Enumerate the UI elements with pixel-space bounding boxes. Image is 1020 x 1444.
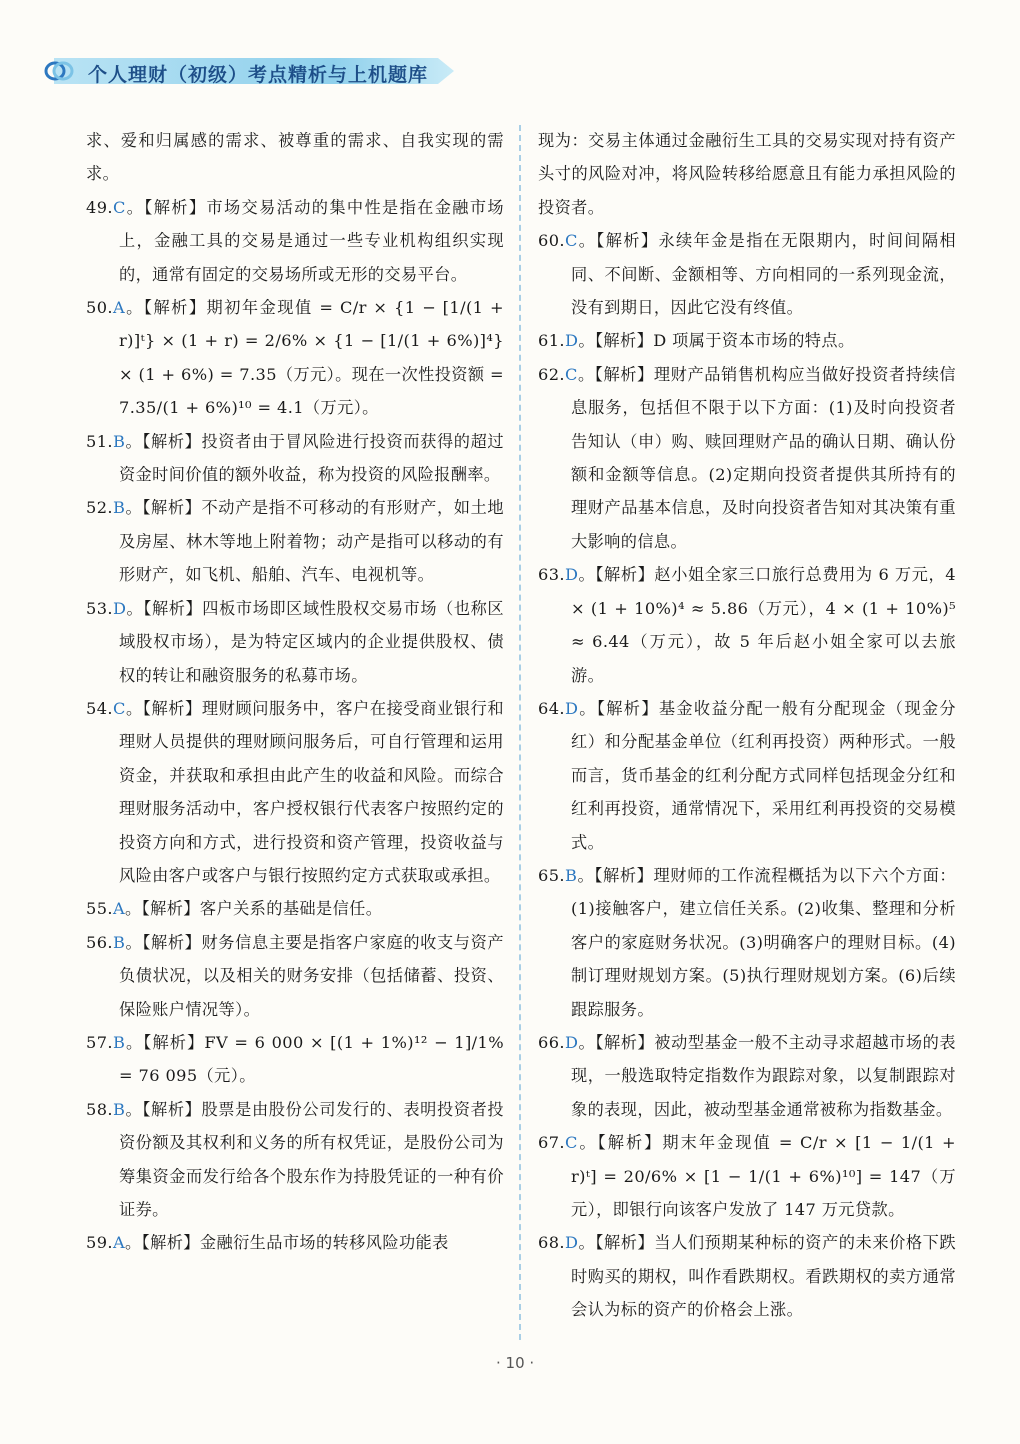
answer-item — [86, 692, 504, 892]
explanation-text: 基金收益分配一般有分配现金（现金分红）和分配基金单位（红利再投资）两种形式。一般而言，货币基金的红利分配方式同样包括现金分红和红利再投资，通常情况下，采用红利再投资的交易模式。 — [571, 698, 956, 852]
explanation-text: D 项属于资本市场的特点。 — [653, 331, 855, 351]
explanation-tag: 。【解析】 — [125, 899, 200, 919]
answer-item — [538, 324, 956, 357]
explanation-text: 四板市场即区域性股权交易市场（也称区域股权市场），是为特定区域内的企业提供股权、债权的转让和融资服务的私募市场。 — [119, 598, 505, 685]
question-number: 60. — [538, 231, 565, 251]
answer-list-right — [538, 224, 956, 1326]
answer-item — [538, 692, 956, 859]
answer-item — [86, 291, 504, 425]
answer-letter: B — [564, 865, 578, 885]
answer-letter: C — [112, 698, 126, 718]
explanation-tag: 。【解析】 — [125, 431, 202, 451]
explanation-text: 当人们预期某种标的资产的未来价格下跌时购买的期权，叫作看跌期权。看跌期权的卖方通常会认为标的资产的价格会上涨。 — [571, 1233, 957, 1320]
explanation-text: 期末年金现值 = C/r × [1 − 1/(1 + r)ᵗ] = 20/6% × [1 − 1/(1 + 6%)¹⁰] = 147（万元），即银行向该客户发放了 147 万元贷款。 — [571, 1133, 957, 1219]
answer-item — [86, 1093, 504, 1227]
question-number: 56. — [86, 932, 113, 952]
answer-item — [86, 191, 504, 291]
question-number: 61. — [538, 331, 565, 351]
explanation-tag: 。【解析】 — [577, 865, 654, 885]
answer-letter: C — [564, 364, 578, 384]
continuation-text: 求、爱和归属感的需求、被尊重的需求、自我实现的需求。 — [86, 131, 504, 184]
explanation-text: 理财顾问服务中，客户在接受商业银行和理财人员提供的理财顾问服务后，可自行管理和运用资金，并获取和承担由此产生的收益和风险。而综合理财服务活动中，客户授权银行代表客户按照约定的投资方向和方式，进行投资和资产管理，投资收益与风险由客户或客户与银行按照约定方式获取或承担。 — [119, 698, 505, 885]
page-number: · 10 · — [496, 1354, 535, 1372]
answer-letter: D — [564, 1032, 579, 1052]
question-number: 57. — [86, 1032, 113, 1052]
explanation-tag: 。【解析】 — [577, 1133, 663, 1153]
explanation-text: 理财师的工作流程概括为以下六个方面：(1)接触客户，建立信任关系。(2)收集、整理和分析客户的家庭财务状况。(3)明确客户的理财目标。(4)制订理财规划方案。(5)执行理财规划方案。(6)后续跟踪服务。 — [571, 865, 956, 1019]
question-number: 55. — [86, 899, 113, 919]
question-number: 64. — [538, 698, 565, 718]
answer-item — [86, 926, 504, 1026]
answer-item — [86, 1026, 504, 1093]
header-title: 个人理财（初级）考点精析与上机题库 — [88, 64, 429, 86]
answer-item — [86, 491, 504, 591]
explanation-tag: 。【解析】 — [125, 698, 202, 718]
answer-letter: B — [112, 932, 126, 952]
answer-letter: C — [564, 231, 578, 251]
explanation-text: 赵小姐全家三口旅行总费用为 6 万元，4 × (1 + 10%)⁴ ≈ 5.86（万元），4 × (1 + 10%)⁵ ≈ 6.44（万元），故 5 年后赵小姐全家可以去旅游。 — [571, 565, 957, 685]
answer-item — [86, 1226, 504, 1259]
answer-letter: D — [112, 598, 127, 618]
continuation-text: 现为：交易主体通过金融衍生工具的交易实现对持有资产头寸的风险对冲，将风险转移给愿意且有能力承担风险的投资者。 — [538, 131, 956, 217]
explanation-text: 财务信息主要是指客户家庭的收支与资产负债状况，以及相关的财务安排（包括储蓄、投资、保险账户情况等）。 — [119, 932, 504, 1019]
answer-item — [538, 1126, 956, 1226]
explanation-text: FV = 6 000 × [(1 + 1%)¹² − 1]/1% = 76 095（元）。 — [119, 1032, 504, 1086]
explanation-text: 不动产是指不可移动的有形财产，如土地及房屋、林木等地上附着物；动产是指可以移动的有形财产，如飞机、船舶、汽车、电视机等。 — [119, 498, 504, 585]
answer-item — [538, 224, 956, 324]
explanation-tag: 。【解析】 — [125, 298, 207, 318]
question-number: 63. — [538, 565, 565, 585]
explanation-tag: 。【解析】 — [125, 1233, 200, 1253]
answer-letter: D — [564, 1233, 579, 1253]
answer-letter: D — [564, 698, 579, 718]
explanation-text: 期初年金现值 = C/r × {1 − [1/(1 + r)]ᵗ} × (1 + r) = 2/6% × {1 − [1/(1 + 6%)]⁴} × (1 + 6%) = 7.35（万元）。现在一次性投资额 = 7.35/(1 + 6%)¹⁰ = 4.1（万元）。 — [119, 298, 504, 418]
explanation-tag: 。【解析】 — [577, 364, 654, 384]
explanation-text: 被动型基金一般不主动寻求超越市场的表现，一般选取特定指数作为跟踪对象，以复制跟踪对象的表现，因此，被动型基金通常被称为指数基金。 — [571, 1032, 957, 1119]
answer-letter: B — [112, 1099, 126, 1119]
explanation-text: 金融衍生品市场的转移风险功能表 — [199, 1233, 449, 1253]
explanation-tag: 。【解析】 — [125, 1099, 202, 1119]
explanation-tag: 。【解析】 — [125, 197, 207, 217]
question-number: 62. — [538, 364, 565, 384]
explanation-tag: 。【解析】 — [578, 331, 654, 351]
answer-letter: A — [112, 1233, 126, 1253]
column-divider — [519, 125, 521, 1340]
answer-letter: B — [112, 1032, 126, 1052]
answer-letter: C — [112, 197, 126, 217]
answer-item — [538, 558, 956, 692]
book-logo-icon — [44, 60, 74, 82]
explanation-tag: 。【解析】 — [125, 498, 202, 518]
question-number: 53. — [86, 598, 113, 618]
answer-item — [538, 1226, 956, 1326]
explanation-tag: 。【解析】 — [578, 1233, 655, 1253]
explanation-text: 市场交易活动的集中性是指在金融市场上，金融工具的交易是通过一些专业机构组织实现的，通常有固定的交易场所或无形的交易平台。 — [119, 197, 504, 284]
explanation-tag: 。【解析】 — [578, 565, 655, 585]
question-number: 52. — [86, 498, 113, 518]
explanation-text: 永续年金是指在无限期内，时间间隔相同、不间断、金额相等、方向相同的一系列现金流，没有到期日，因此它没有终值。 — [571, 231, 956, 318]
answer-item — [86, 592, 504, 692]
question-number: 65. — [538, 865, 565, 885]
answer-letter: C — [564, 1133, 578, 1153]
explanation-tag: 。【解析】 — [126, 598, 203, 618]
answer-item — [86, 892, 504, 925]
answer-letter: A — [112, 298, 126, 318]
question-number: 54. — [86, 698, 113, 718]
explanation-text: 投资者由于冒风险进行投资而获得的超过资金时间价值的额外收益，称为投资的风险报酬率。 — [119, 431, 504, 485]
answer-list-left — [86, 191, 504, 1260]
answer-letter: B — [112, 498, 126, 518]
question-number: 58. — [86, 1099, 113, 1119]
question-number: 49. — [86, 197, 113, 217]
question-number: 50. — [86, 298, 113, 318]
question-number: 59. — [86, 1233, 113, 1253]
answer-item — [86, 425, 504, 492]
explanation-tag: 。【解析】 — [125, 1032, 205, 1052]
explanation-text: 理财产品销售机构应当做好投资者持续信息服务，包括但不限于以下方面：(1)及时向投资者告知认（申）购、赎回理财产品的确认日期、确认份额和金额等信息。(2)定期向投资者提供其所持有的理财产品基本信息，及时向投资者告知对其决策有重大影响的信息。 — [571, 364, 957, 551]
explanation-tag: 。【解析】 — [578, 698, 659, 718]
explanation-tag: 。【解析】 — [125, 932, 202, 952]
answer-item — [538, 859, 956, 1026]
answer-item — [538, 358, 956, 558]
question-number: 66. — [538, 1032, 565, 1052]
question-number: 67. — [538, 1133, 565, 1153]
answer-letter: D — [564, 331, 579, 351]
answer-item — [538, 1026, 956, 1126]
answer-letter: D — [564, 565, 579, 585]
answer-letter: A — [112, 899, 126, 919]
question-number: 68. — [538, 1233, 565, 1253]
explanation-tag: 。【解析】 — [577, 231, 659, 251]
question-number: 51. — [86, 431, 113, 451]
explanation-text: 客户关系的基础是信任。 — [199, 899, 383, 919]
explanation-text: 股票是由股份公司发行的、表明投资者投资份额及其权利和义务的所有权凭证，是股份公司为筹集资金而发行给各个股东作为持股凭证的一种有价证券。 — [119, 1099, 504, 1219]
page-header — [44, 56, 464, 86]
left-column — [86, 124, 504, 1260]
right-column — [538, 124, 956, 1327]
answer-letter: B — [112, 431, 126, 451]
explanation-tag: 。【解析】 — [578, 1032, 655, 1052]
